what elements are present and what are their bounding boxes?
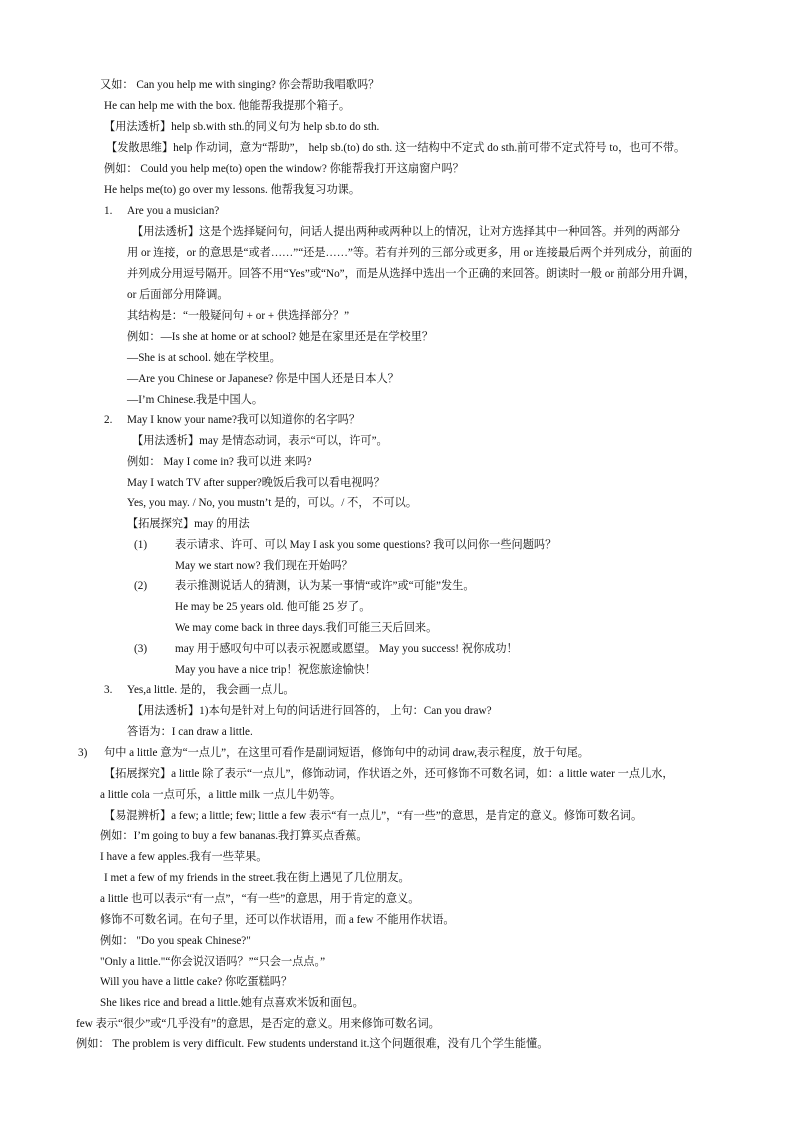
text-line: 【拓展探究】may 的用法 (127, 518, 250, 530)
text-line: 例如： Could you help me(to) open the window? 你能帮我打开这扇窗户吗？ (104, 163, 464, 175)
text-line: 又如： Can you help me with singing? 你会帮助我唱歌吗？ (100, 79, 380, 91)
text-line: 【用法透析】help sb.with sth.的同义句为 help sb.to do sth. (104, 121, 380, 133)
text-line: May you have a nice trip！祝您旅途愉快！ (175, 664, 377, 676)
text-line: I met a few of my friends in the street.我在街上遇见了几位朋友。 (104, 872, 410, 884)
text-line: or 后面部分用降调。 (127, 289, 229, 301)
text-line: 例如： The problem is very difficult. Few students understand it.这个问题很难，没有几个学生能懂。 (76, 1038, 549, 1050)
text-line: Will you have a little cake? 你吃蛋糕吗？ (100, 976, 293, 988)
text-line: Are you a musician? (127, 205, 220, 217)
text-line: 其结构是：“一般疑问句 + or + 供选择部分？” (127, 310, 350, 322)
text-line: He helps me(to) go over my lessons. 他帮我复习功课。 (104, 184, 361, 196)
text-line: We may come back in three days.我们可能三天后回来。 (175, 622, 438, 634)
text-line: May I know your name?我可以知道你的名字吗？ (127, 414, 361, 426)
list-number: 3. (104, 684, 113, 696)
text-line: She likes rice and bread a little.她有点喜欢米饭和面包。 (100, 997, 364, 1009)
text-line: May I watch TV after supper?晚饭后我可以看电视吗？ (127, 477, 385, 489)
text-line: 并列成分用逗号隔开。回答不用“Yes”或“No”，而是从选择中选出一个正确的来回答。朗读时一般 or 前部分用升调， (127, 268, 696, 280)
text-line: —She is at school. 她在学校里。 (127, 352, 281, 364)
text-line: "Only a little."“你会说汉语吗？”“只会一点点。” (100, 956, 326, 968)
text-line: 例如： May I come in? 我可以进 来吗? (127, 456, 312, 468)
text-line: He can help me with the box. 他能帮我提那个箱子。 (104, 100, 351, 112)
text-line: 表示推测说话人的猜测，认为某一事情“或许”或“可能”发生。 (175, 580, 475, 592)
list-number: 1. (104, 205, 113, 217)
text-line: He may be 25 years old. 他可能 25 岁了。 (175, 601, 371, 613)
text-line: a little 也可以表示“有一点”，“有一些”的意思，用于肯定的意义。 (100, 893, 420, 905)
text-line: a little cola 一点可乐，a little milk 一点儿牛奶等。 (100, 789, 342, 801)
text-line: Yes,a little. 是的， 我会画一点儿。 (127, 684, 295, 696)
text-line: 例如： "Do you speak Chinese?" (100, 935, 251, 947)
list-number: (1) (134, 539, 148, 551)
list-number: 3) (78, 747, 88, 759)
text-line: Yes, you may. / No, you mustn’t 是的，可以。/ 不， 不可以。 (127, 497, 418, 509)
text-line: 例如：—Is she at home or at school? 她是在家里还是在学校里？ (127, 331, 434, 343)
text-line: 【发散思维】help 作动词，意为“帮助”， help sb.(to) do sth. 这一结构中不定式 do sth.前可带不定式符号 to，也可不带。 (106, 142, 686, 154)
text-line: 用 or 连接，or 的意思是“或者……”“还是……”等。若有并列的三部分或更多，用 or 连接最后两个并列成分，前面的 (127, 247, 693, 259)
text-line: 【用法透析】这是个选择疑问句，问话人提出两种或两种以上的情况，让对方选择其中一种回答。并列的两部分 (132, 226, 681, 238)
text-line: 例如：I’m going to buy a few bananas.我打算买点香蕉。 (100, 830, 368, 842)
text-line: 答语为：I can draw a little. (127, 726, 253, 738)
list-number: 2. (104, 414, 113, 426)
list-number: (3) (134, 643, 148, 655)
text-line: 句中 a little 意为“一点儿”，在这里可看作是副词短语，修饰句中的动词 draw,表示程度，放于句尾。 (104, 747, 589, 759)
list-number: (2) (134, 580, 148, 592)
text-line: 修饰不可数名词。在句子里，还可以作状语用，而 a few 不能用作状语。 (100, 914, 455, 926)
text-line: 【拓展探究】a little 除了表示“一点儿”，修饰动词，作状语之外，还可修饰不可数名词，如：a little water 一点儿水， (104, 768, 674, 780)
text-line: 表示请求、许可、可以 May I ask you some questions? 我可以问你一些问题吗？ (175, 539, 557, 551)
text-line: 【易混辨析】a few; a little; few; little a few 表示“有一点儿”，“有一些”的意思，是肯定的意义。修饰可数名词。 (104, 810, 643, 822)
text-line: I have a few apples.我有一些苹果。 (100, 851, 268, 863)
text-line: may 用于感叹句中可以表示祝愿或愿望。 May you success! 祝你成功！ (175, 643, 518, 655)
text-line: —I’m Chinese.我是中国人。 (127, 394, 264, 406)
text-line: 【用法透析】1)本句是针对上句的问话进行回答的， 上句：Can you draw? (132, 705, 492, 717)
text-line: May we start now? 我们现在开始吗？ (175, 560, 353, 572)
text-line: —Are you Chinese or Japanese? 你是中国人还是日本人？ (127, 373, 399, 385)
text-line: 【用法透析】may 是情态动词，表示“可以，许可”。 (132, 435, 388, 447)
text-line: few 表示“很少”或“几乎没有”的意思，是否定的意义。用来修饰可数名词。 (76, 1018, 440, 1030)
